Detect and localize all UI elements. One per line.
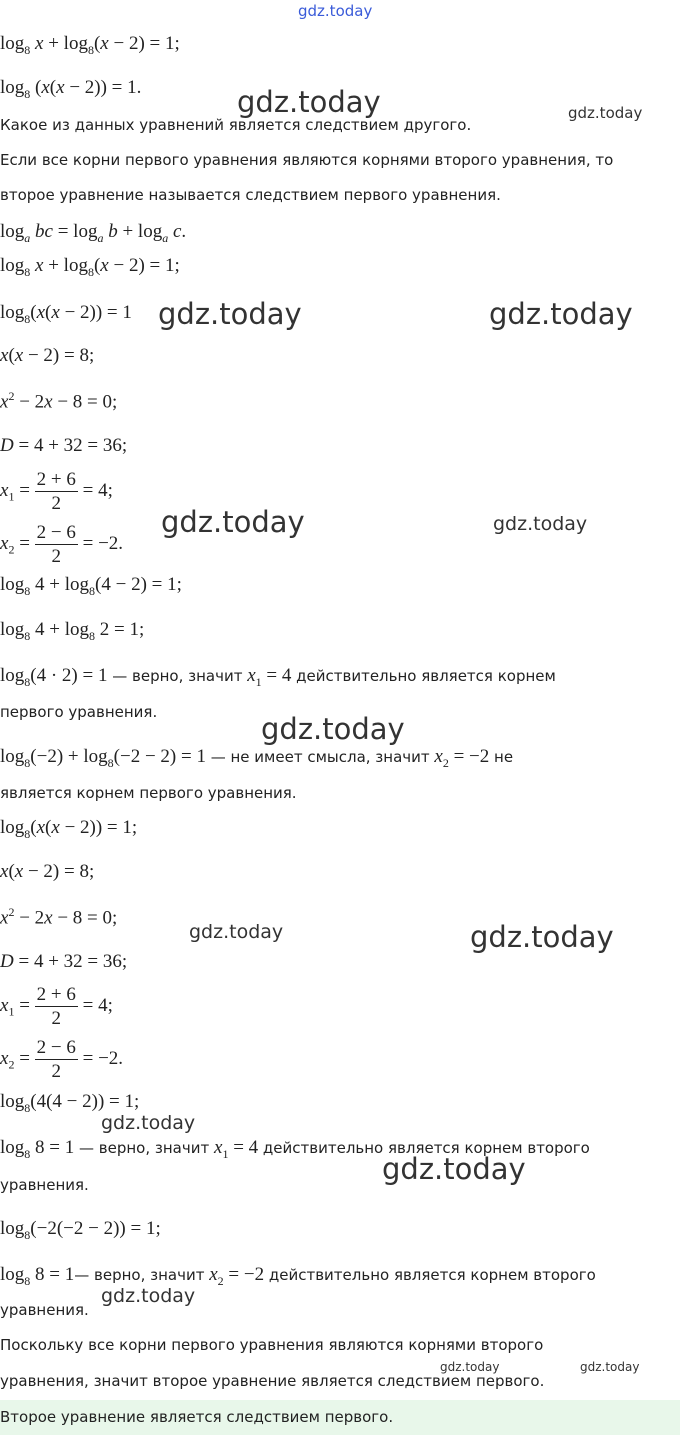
question-text: Какое из данных уравнений является следствием другого. <box>0 116 472 134</box>
conclusion-line-1: Поскольку все корни первого уравнения являются корнями второго <box>0 1336 544 1354</box>
check-root-2-line: $\log_8(-2) + \log_8(-2 - 2) = 1$ — не имеет смысла, значит $x_2 = -2$ не <box>0 746 514 770</box>
answer-box <box>0 1400 680 1435</box>
step-root-2: $x_2$ = $\frac{2 - 6}{2}$ = −2. <box>0 522 124 567</box>
step-quadratic: $x^2 - 2x - 8 = 0$; <box>0 389 118 413</box>
equation-2: $\log_8 (x(x - 2)) = 1$. <box>0 77 142 101</box>
watermark: gdz.today <box>237 85 381 119</box>
watermark: gdz.today <box>580 1360 640 1374</box>
watermark: gdz.today <box>489 297 633 331</box>
step-combined: $\log_8(x(x - 2)) = 1$ <box>0 302 132 326</box>
watermark: gdz.today <box>470 920 614 954</box>
eq2-check-root-2-line-2: уравнения. <box>0 1301 89 1319</box>
eq2-discriminant: D = 4 + 32 = 36; <box>0 951 128 972</box>
check-substitution: $\log_8 4 + \log_8(4 - 2) = 1$; <box>0 574 182 598</box>
watermark: gdz.today <box>493 513 588 535</box>
eq2-start: $\log_8(x(x - 2)) = 1$; <box>0 817 138 841</box>
eq2-check-root-1-line-2: уравнения. <box>0 1176 89 1194</box>
definition-line-1: Если все корни первого уравнения являются корнями второго уравнения, то <box>0 151 614 169</box>
watermark: gdz.today <box>382 1152 526 1186</box>
check-root-2-line-2: является корнем первого уравнения. <box>0 784 297 802</box>
eq2-check-root-1-line: $\log_8 8 = 1$ — верно, значит $x_1 = 4$ действительно является корнем второго <box>0 1137 590 1161</box>
eq2-check-root-2-substitution: $\log_8(-2(-2 - 2)) = 1$; <box>0 1218 161 1242</box>
watermark: gdz.today <box>161 505 305 539</box>
step-exponent: x(x − 2) = 8; <box>0 345 95 366</box>
step-discriminant: D = 4 + 32 = 36; <box>0 435 128 456</box>
watermark: gdz.today <box>568 104 643 122</box>
check-root-1-line-2: первого уравнения. <box>0 703 158 721</box>
watermark: gdz.today <box>101 1112 196 1134</box>
eq2-check-substitution: $\log_8(4(4 - 2)) = 1$; <box>0 1091 140 1115</box>
equation-1: $\log_8 x + \log_8(x - 2) = 1$; <box>0 33 180 57</box>
check-simplified: $\log_8 4 + \log_8 2 = 1$; <box>0 619 145 643</box>
watermark: gdz.today <box>298 2 373 20</box>
watermark: gdz.today <box>261 712 405 746</box>
conclusion-line-2: уравнения, значит второе уравнение является следствием первого. <box>0 1372 545 1390</box>
watermark: gdz.today <box>189 921 284 943</box>
watermark: gdz.today <box>440 1360 500 1374</box>
eq2-quadratic: $x^2 - 2x - 8 = 0$; <box>0 905 118 929</box>
check-root-1-line: $\log_8(4 \cdot 2) = 1$ — верно, значит $x_1 = 4$ действительно является корнем <box>0 665 556 689</box>
answer-text: Второе уравнение является следствием первого. <box>0 1408 394 1426</box>
eq2-root-1: $x_1$ = $\frac{2 + 6}{2}$ = 4; <box>0 984 113 1029</box>
equation-1-repeat: $\log_8 x + \log_8(x - 2) = 1$; <box>0 255 180 279</box>
step-root-1: $x_1$ = $\frac{2 + 6}{2}$ = 4; <box>0 469 113 514</box>
watermark: gdz.today <box>158 297 302 331</box>
eq2-exponent: x(x − 2) = 8; <box>0 861 95 882</box>
eq2-check-root-2-line: $\log_8 8$ = 1— верно, значит $x_2 = -2$ действительно является корнем второго <box>0 1264 596 1288</box>
definition-line-2: второе уравнение называется следствием первого уравнения. <box>0 186 501 204</box>
watermark: gdz.today <box>101 1285 196 1307</box>
eq2-root-2: $x_2$ = $\frac{2 - 6}{2}$ = −2. <box>0 1037 124 1082</box>
log-product-rule: $\log_a$ bc = $\log_a b + \log_a c$. <box>0 221 187 245</box>
